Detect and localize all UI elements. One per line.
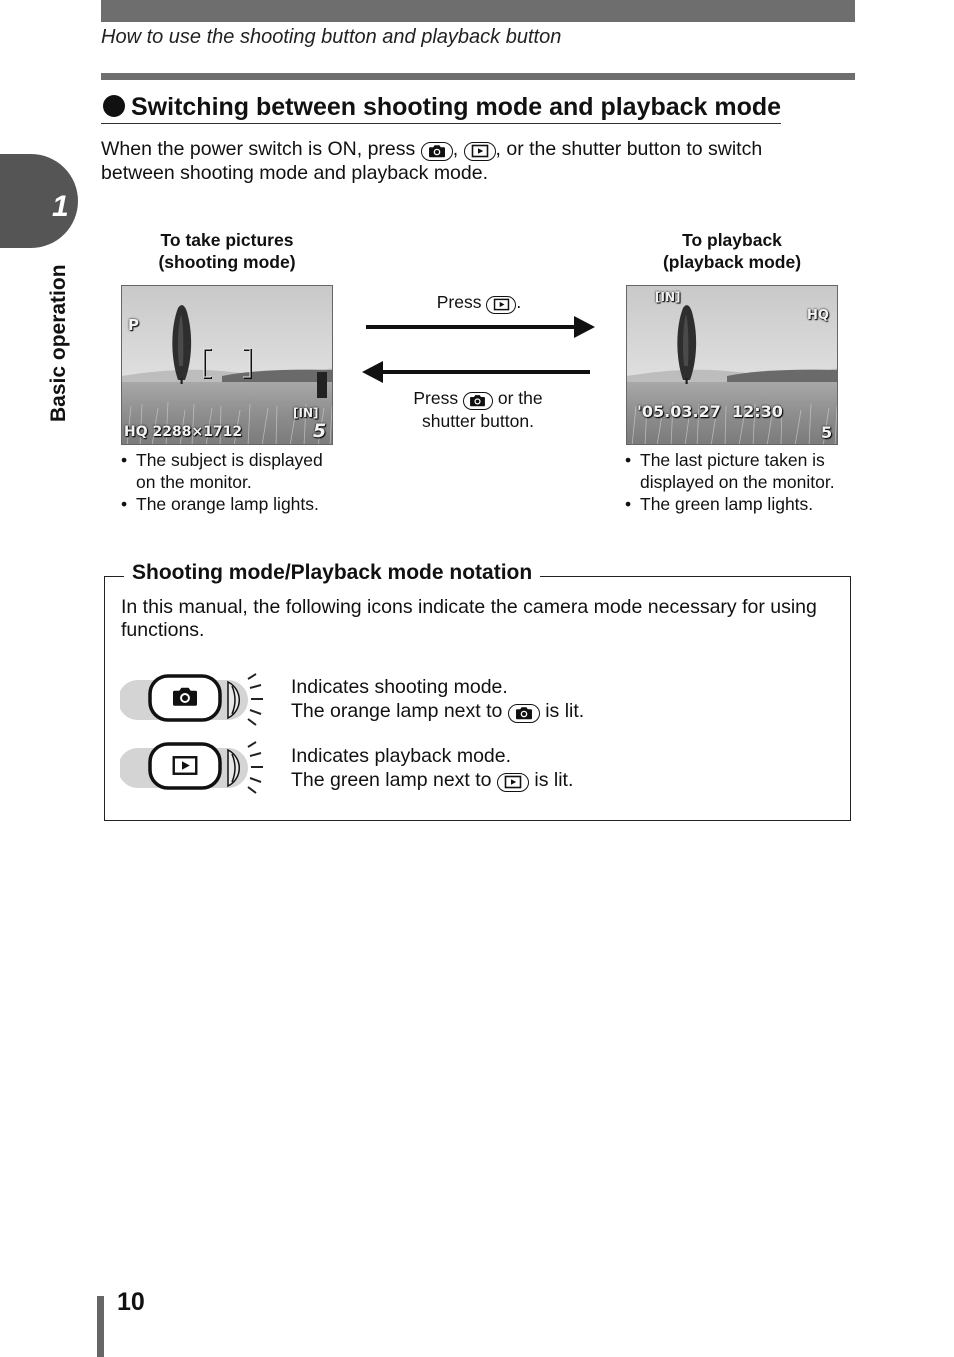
playback-mode-lamp-icon: [120, 740, 270, 796]
shooting-mode-label: P: [128, 316, 139, 334]
shooting-caption-line2: (shooting mode): [158, 252, 296, 272]
arrow-right-icon: [366, 315, 596, 341]
shooting-mode-lamp-icon: [120, 672, 270, 728]
section-header: How to use the shooting button and playback button: [101, 26, 562, 48]
list-item: • The last picture taken is displayed on the monitor.: [625, 449, 845, 493]
to-shooting-line1: [366, 387, 590, 410]
to-shooting-press: Press: [413, 388, 463, 408]
header-rule: [101, 73, 855, 80]
af-frame-icon: [122, 286, 333, 445]
list-item: • The green lamp lights.: [625, 493, 845, 515]
playback-notation-line2: [291, 768, 573, 792]
page-number-bar: [97, 1296, 104, 1357]
playback-caption-line2: (playback mode): [662, 252, 802, 272]
chapter-number: 1: [52, 190, 69, 223]
intro-text-1: When the power switch is ON, press: [101, 138, 421, 160]
playback-icon: [486, 296, 516, 314]
page-title-text: Switching between shooting mode and playback mode: [131, 93, 782, 121]
arrow-left-icon: [361, 360, 591, 386]
playback-icon: [464, 142, 496, 161]
playback-quality-label: HQ: [807, 308, 829, 323]
playback-memory-label: [IN]: [655, 290, 681, 304]
list-item: • The orange lamp lights.: [121, 493, 341, 515]
to-shooting-suffix: or the: [492, 388, 543, 408]
shooting-caption-line1: To take pictures: [160, 230, 294, 250]
playback-screen: [626, 285, 838, 445]
camera-icon: [508, 704, 540, 723]
playback-icon: [497, 773, 529, 792]
shooting-count-label: 5: [313, 420, 327, 442]
playback-count-label: 5: [821, 423, 833, 442]
notation-box-intro: In this manual, the following icons indicate the camera mode necessary for using functions.: [121, 596, 817, 641]
playback-datetime-label: '05.03.27 12:30: [637, 402, 783, 421]
playback-caption: [626, 229, 838, 273]
intro-separator: ,: [452, 138, 464, 160]
header-bar: [101, 0, 855, 22]
intro-paragraph: [101, 137, 841, 185]
playback-notation-suffix: is lit.: [528, 769, 574, 791]
shooting-screen: [121, 285, 333, 445]
shooting-notation-suffix: is lit.: [539, 700, 585, 722]
playback-notes: [625, 449, 845, 515]
shooting-notes: [121, 449, 341, 515]
playback-notation-text: [291, 744, 573, 792]
shooting-quality-label: HQ 2288×1712: [124, 424, 243, 440]
to-shooting-caption: [366, 387, 590, 432]
notation-box-title: Shooting mode/Playback mode notation: [124, 561, 540, 585]
to-playback-press: Press: [436, 292, 487, 312]
page-title: [101, 93, 781, 124]
to-playback-suffix: .: [516, 292, 522, 312]
list-item: • The subject is displayed on the monitor.: [121, 449, 341, 493]
playback-notation-line1: Indicates playback mode.: [291, 745, 512, 767]
shooting-notation-text: [291, 675, 584, 723]
to-shooting-line2: shutter button.: [422, 410, 534, 431]
shooting-memory-label: [IN]: [293, 406, 319, 420]
shooting-notation-line2: [291, 699, 584, 723]
camera-icon: [421, 142, 453, 161]
shooting-notation-prefix: The orange lamp next to: [291, 700, 508, 722]
chapter-label: Basic operation: [47, 264, 70, 422]
to-playback-caption: [366, 291, 592, 314]
intro-text-2: , or the shutter button to switch between shooting mode and playback mode.: [101, 138, 763, 184]
playback-caption-line1: To playback: [682, 230, 782, 250]
bullet-dot-icon: [103, 95, 125, 117]
page-number: 10: [117, 1288, 145, 1316]
camera-icon: [463, 392, 493, 410]
playback-notation-prefix: The green lamp next to: [291, 769, 497, 791]
shooting-notation-line1: Indicates shooting mode.: [291, 676, 508, 698]
shooting-caption: [121, 229, 333, 273]
